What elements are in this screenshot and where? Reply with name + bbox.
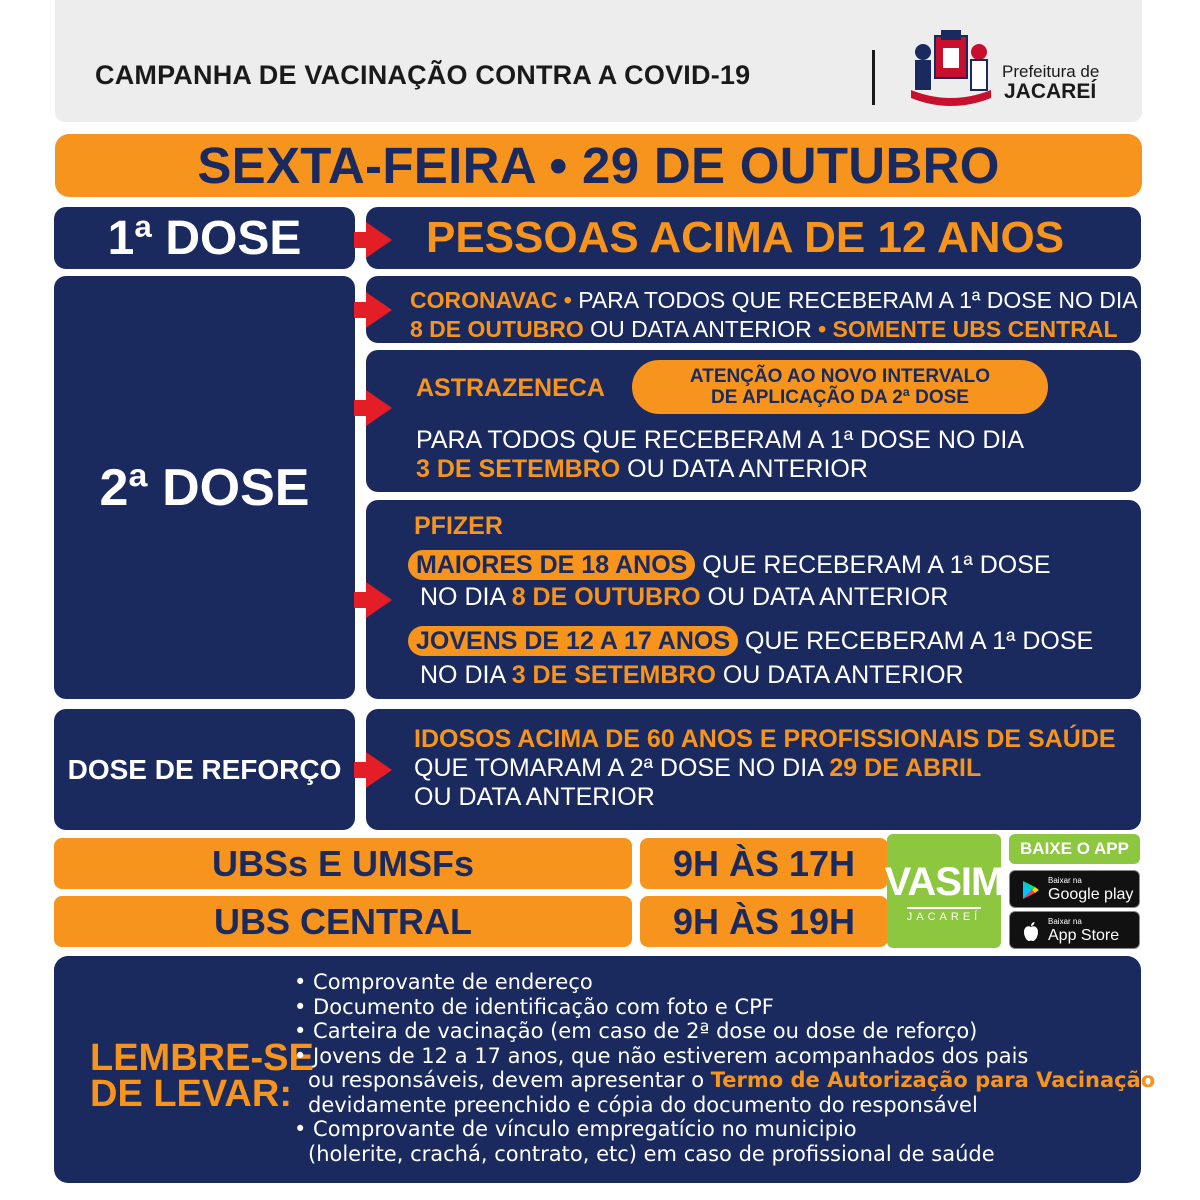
app-store-text: App Store — [1048, 927, 1120, 944]
google-play-small-text: Baixar na — [1048, 876, 1082, 885]
apple-icon — [1020, 920, 1042, 942]
pfizer-panel — [366, 500, 1141, 699]
schedule-place: UBS CENTRAL — [54, 896, 632, 947]
list-item: • Carteira de vacinação (em caso de 2ª dose ou dose de reforço) — [294, 1019, 978, 1043]
booster-audience: IDOSOS ACIMA DE 60 ANOS E PROFISSIONAIS DE SAÚDE — [414, 725, 1116, 753]
header-divider — [872, 50, 875, 105]
vasim-logo-sub: JACAREÍ — [907, 907, 981, 923]
pfizer-suffix: OU DATA ANTERIOR — [700, 583, 949, 611]
astrazeneca-text — [416, 426, 1024, 484]
pfizer-prefix: NO DIA — [420, 583, 512, 611]
pfizer-group2-date: 3 DE SETEMBRO — [511, 661, 716, 689]
notice-line: DE APLICAÇÃO DA 2ª DOSE — [711, 387, 969, 408]
pfizer-suffix: OU DATA ANTERIOR — [715, 661, 964, 689]
coronavac-panel — [366, 276, 1141, 343]
astrazeneca-date: 3 DE SETEMBRO — [416, 455, 621, 483]
coronavac-note: • SOMENTE UBS CENTRAL — [818, 316, 1118, 342]
arrow-right-icon — [366, 292, 392, 328]
prefeitura-label: Prefeitura de — [1002, 62, 1100, 81]
schedule-place: UBSs E UMSFs — [54, 838, 632, 889]
reminder-title — [90, 1037, 314, 1115]
pfizer-group2-date-line — [420, 660, 964, 690]
booster-suffix: OU DATA ANTERIOR — [414, 783, 655, 811]
pfizer-name: PFIZER — [414, 512, 503, 540]
arrow-right-icon — [366, 582, 392, 618]
list-item-text: ou responsáveis, devem apresentar o — [308, 1068, 711, 1092]
reminder-title-line: LEMBRE-SE — [90, 1037, 314, 1079]
arrow-right-icon — [366, 222, 392, 258]
reminder-title-line: DE LEVAR: — [90, 1073, 292, 1115]
astrazeneca-name: ASTRAZENECA — [416, 374, 605, 402]
booster-date: 29 DE ABRIL — [829, 754, 982, 782]
schedule-hours: 9H ÀS 19H — [640, 896, 888, 947]
pfizer-group2 — [408, 626, 1093, 656]
list-item: • Comprovante de vínculo empregatício no municipio — [294, 1117, 857, 1141]
google-play-icon — [1020, 879, 1042, 901]
pfizer-group2-badge: JOVENS DE 12 A 17 ANOS — [408, 626, 738, 656]
reminder-list — [294, 970, 1155, 1166]
pfizer-prefix: NO DIA — [420, 661, 512, 689]
app-store-small-text: Baixar na — [1048, 917, 1082, 926]
pfizer-group2-text: QUE RECEBERAM A 1ª DOSE — [738, 627, 1094, 655]
pfizer-group1-badge: MAIORES DE 18 ANOS — [408, 550, 695, 580]
date-banner: SEXTA-FEIRA • 29 DE OUTUBRO — [55, 134, 1142, 197]
app-store-badge[interactable] — [1009, 911, 1140, 949]
reminder-panel — [54, 956, 1156, 1183]
interval-notice-badge — [632, 360, 1048, 414]
dose1-label: 1ª DOSE — [54, 207, 355, 269]
dose2-label: 2ª DOSE — [54, 276, 355, 699]
pfizer-group1-date-line — [420, 582, 948, 612]
vasim-app-logo[interactable] — [884, 834, 1004, 948]
list-item: • Jovens de 12 a 17 anos, que não estiverem acompanhados dos pais — [294, 1043, 1029, 1068]
astrazeneca-suffix: OU DATA ANTERIOR — [620, 455, 868, 483]
astrazeneca-line: PARA TODOS QUE RECEBERAM A 1ª DOSE NO DIA — [416, 426, 1025, 454]
list-item-continuation — [294, 1068, 1155, 1093]
coronavac-date: 8 DE OUTUBRO — [410, 316, 584, 342]
notice-line: ATENÇÃO AO NOVO INTERVALO — [689, 366, 991, 387]
download-app-label: BAIXE O APP — [1009, 834, 1140, 864]
list-item: • Documento de identificação com foto e CPF — [294, 994, 774, 1019]
schedule-hours: 9H ÀS 17H — [640, 838, 888, 889]
pfizer-group1 — [408, 550, 1051, 580]
pfizer-group1-date: 8 DE OUTUBRO — [511, 583, 701, 611]
list-item: • Comprovante de endereço — [294, 970, 593, 994]
google-play-text: Google play — [1048, 886, 1134, 903]
dose1-audience: PESSOAS ACIMA DE 12 ANOS — [366, 207, 1141, 269]
booster-panel — [366, 709, 1141, 830]
list-item-continuation: devidamente preenchido e cópia do documento do responsável — [308, 1092, 978, 1117]
arrow-right-icon — [366, 752, 392, 788]
vasim-logo-word: VASIM — [884, 859, 1004, 904]
authorization-term-highlight: Termo de Autorização para Vacinação — [710, 1068, 1156, 1092]
arrow-right-icon — [366, 390, 392, 426]
list-item-continuation: (holerite, crachá, contrato, etc) em caso de profissional de saúde — [308, 1141, 995, 1166]
pfizer-group1-text: QUE RECEBERAM A 1ª DOSE — [695, 551, 1051, 579]
astrazeneca-panel — [366, 350, 1141, 492]
city-name: JACAREÍ — [1004, 80, 1097, 103]
booster-text: QUE TOMARAM A 2ª DOSE NO DIA — [414, 754, 830, 782]
campaign-title: CAMPANHA DE VACINAÇÃO CONTRA A COVID-19 — [95, 60, 751, 90]
coronavac-name: CORONAVAC • — [410, 287, 572, 313]
city-crest-icon — [905, 28, 997, 106]
coronavac-text: PARA TODOS QUE RECEBERAM A 1ª DOSE NO DIA — [571, 287, 1138, 313]
booster-label: DOSE DE REFORÇO — [54, 709, 355, 830]
google-play-badge[interactable] — [1009, 870, 1140, 908]
coronavac-text2: OU DATA ANTERIOR — [583, 316, 819, 342]
